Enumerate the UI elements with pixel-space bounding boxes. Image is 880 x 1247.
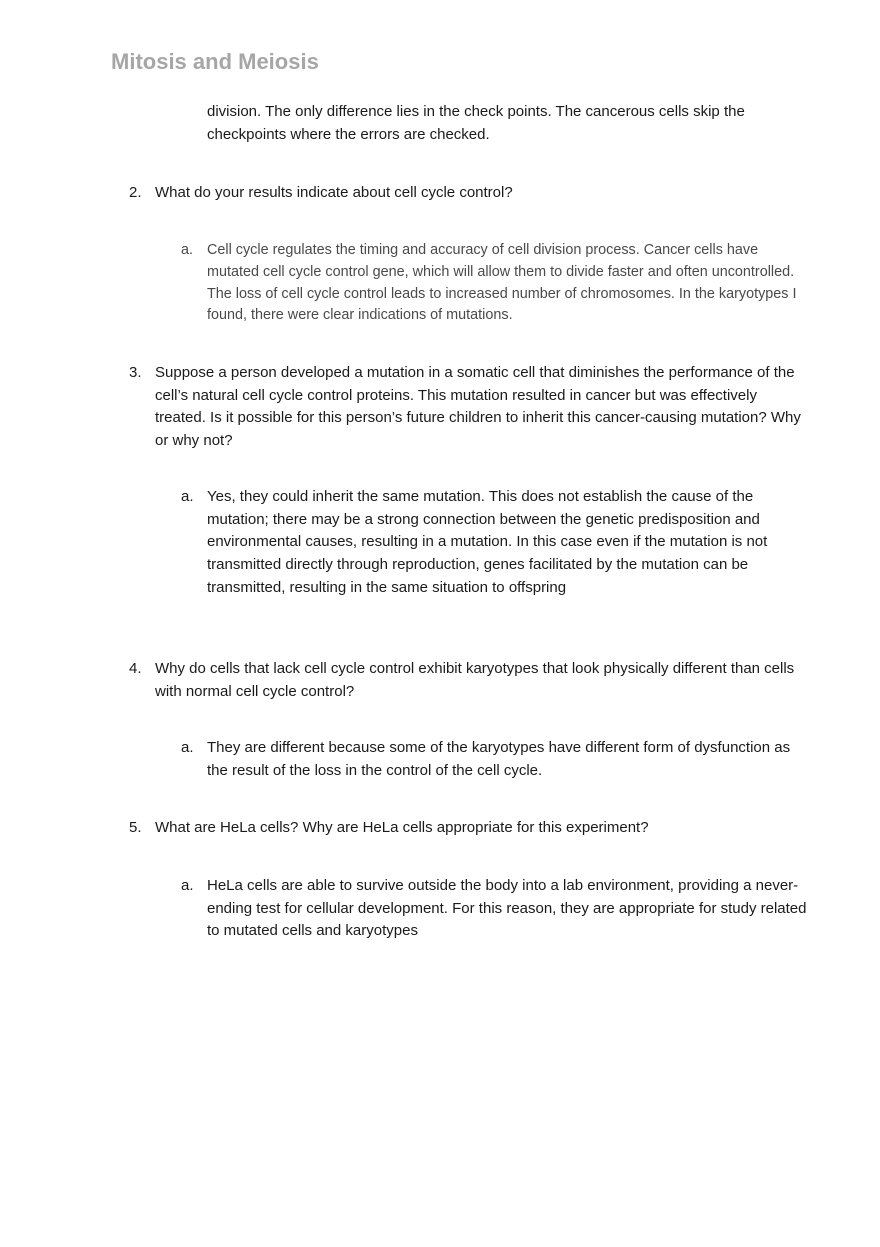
answer-text: Yes, they could inherit the same mutation. This does not establish the cause of the mutation; there may be a strong connection between the genetic predisposition and environmental causes, resulting in a mutation. In this case even if the mutation is not transmitted directly through reproduction, genes facilitated by the mutation can be transmitted, resulting in the same situation to offspring (207, 488, 768, 596)
answer-letter: a. (181, 877, 194, 894)
question-2 (129, 182, 805, 205)
question-4 (129, 658, 805, 703)
answer-text: Cell cycle regulates the timing and accuracy of cell division process. Cancer cells have mutated cell cycle control gene, which will allow them to divide faster and often uncontrolled. The loss of cell cycle control leads to increased number of chromosomes. In the karyotypes I found, there were clear indications of mutations. (207, 242, 797, 324)
answer-text: They are different because some of the karyotypes have different form of dysfunction as the result of the loss in the control of the cell cycle. (207, 739, 791, 779)
answer-letter: a. (181, 488, 194, 505)
answer-4a (181, 737, 807, 782)
question-text: What do your results indicate about cell cycle control? (155, 184, 513, 201)
question-text: What are HeLa cells? Why are HeLa cells appropriate for this experiment? (155, 819, 649, 836)
answer-letter: a. (181, 739, 194, 756)
answer-3a (181, 486, 807, 600)
answer-letter: a. (181, 242, 194, 258)
question-number: 5. (129, 819, 142, 836)
answer-2a (181, 240, 807, 327)
question-3 (129, 362, 805, 453)
question-5 (129, 817, 805, 840)
question-text: Suppose a person developed a mutation in a somatic cell that diminishes the performance of the cell’s natural cell cycle control proteins. This mutation resulted in cancer but was effectively treated. Is it possible for this person’s future children to inherit this cancer-causing mutation? Why or why not? (155, 364, 801, 450)
question-number: 4. (129, 660, 142, 677)
continued-answer-text: division. The only difference lies in the check points. The cancerous cells skip the checkpoints where the errors are checked. (207, 103, 745, 143)
answer-text: HeLa cells are able to survive outside the body into a lab environment, providing a never-ending test for cellular development. For this reason, they are appropriate for study related to mutated cells and karyotypes (207, 877, 807, 940)
page-header-title: Mitosis and Meiosis (111, 49, 319, 74)
answer-5a (181, 875, 807, 943)
question-number: 3. (129, 364, 142, 381)
question-number: 2. (129, 184, 142, 201)
question-text: Why do cells that lack cell cycle control exhibit karyotypes that look physically different than cells with normal cell cycle control? (155, 660, 795, 700)
